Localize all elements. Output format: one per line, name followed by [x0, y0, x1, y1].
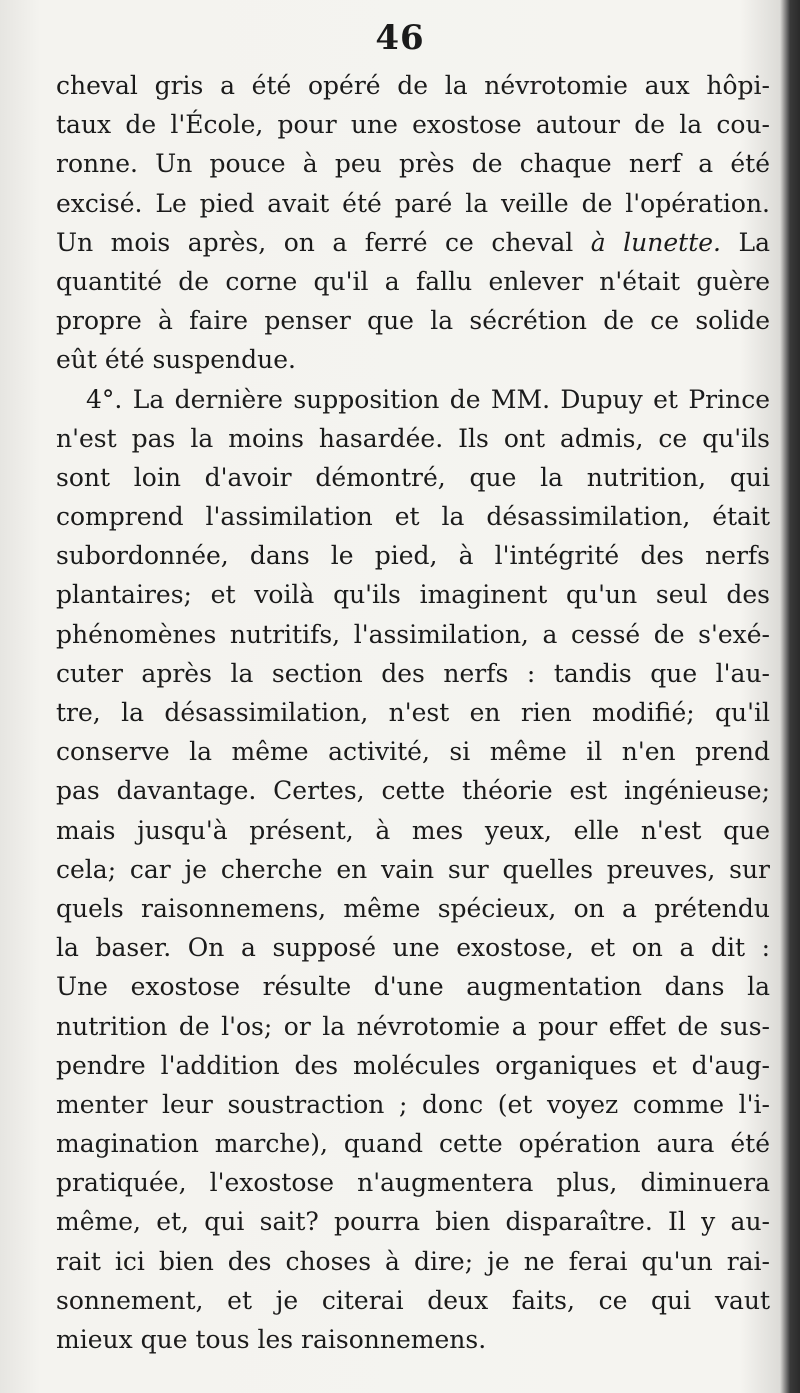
- text-line: 4°. La dernière supposition de MM. Dupuy et Prince: [86, 384, 770, 414]
- text-line: phénomènes nutritifs, l'assimilation, a cessé de s'exé-: [56, 619, 770, 649]
- text-line: propre à faire penser que la sécrétion de ce solide: [56, 306, 770, 336]
- text-line: quantité de corne qu'il a fallu enlever n'était guère: [56, 266, 770, 296]
- italic-term: à lunette.: [590, 227, 721, 257]
- text-line: pas davantage. Certes, cette théorie est ingénieuse;: [56, 776, 770, 806]
- text-line: mieux que tous les raisonnemens.: [56, 1325, 487, 1354]
- page-number: 46: [375, 18, 425, 58]
- text-line: magination marche), quand cette opération aura été: [56, 1129, 770, 1159]
- text-segment: La: [721, 227, 770, 257]
- text-line: mais jusqu'à présent, à mes yeux, elle n'est que: [56, 815, 770, 845]
- text-segment: Un mois après, on a ferré ce cheval: [56, 227, 591, 257]
- text-line: plantaires; et voilà qu'ils imaginent qu'un seul des: [56, 580, 770, 610]
- text-line: sont loin d'avoir démontré, que la nutrition, qui: [56, 462, 770, 492]
- text-line: pratiquée, l'exostose n'augmentera plus, diminuera: [56, 1168, 770, 1198]
- text-line: subordonnée, dans le pied, à l'intégrité des nerfs: [56, 541, 770, 571]
- text-line: eût été suspendue.: [56, 345, 296, 375]
- text-line: excisé. Le pied avait été paré la veille de l'opération.: [56, 188, 770, 218]
- text-line: conserve la même activité, si même il n'en prend: [56, 737, 770, 767]
- text-line: Une exostose résulte d'une augmentation dans la: [56, 972, 770, 1002]
- text-line: rait ici bien des choses à dire; je ne ferai qu'un rai-: [56, 1246, 770, 1276]
- text-line: cheval gris a été opéré de la névrotomie aux hôpi-: [56, 71, 770, 100]
- text-line: cela; car je cherche en vain sur quelles preuves, sur: [56, 854, 770, 884]
- text-line: n'est pas la moins hasardée. Ils ont admis, ce qu'ils: [56, 423, 770, 453]
- text-line: sonnement, et je citerai deux faits, ce qui vaut: [56, 1285, 770, 1315]
- text-line: taux de l'École, pour une exostose autour de la cou-: [56, 110, 770, 140]
- text-line: tre, la désassimilation, n'est en rien modifié; qu'il: [56, 698, 770, 727]
- text-line: la baser. On a supposé une exostose, et on a dit :: [56, 933, 770, 963]
- text-line: comprend l'assimilation et la désassimilation, était: [56, 502, 770, 532]
- text-line: même, et, qui sait? pourra bien disparaître. Il y au-: [56, 1207, 770, 1237]
- body-text: [56, 66, 770, 1359]
- text-line: nutrition de l'os; or la névrotomie a pour effet de sus-: [56, 1011, 770, 1041]
- text-line: ronne. Un pouce à peu près de chaque nerf a été: [56, 149, 770, 179]
- text-line: menter leur soustraction ; donc (et voyez comme l'i-: [56, 1089, 770, 1119]
- text-line: cuter après la section des nerfs : tandis que l'au-: [56, 658, 770, 688]
- text-line: pendre l'addition des molécules organiques et d'aug-: [56, 1050, 770, 1080]
- text-line: [56, 223, 770, 262]
- text-line: quels raisonnemens, même spécieux, on a prétendu: [56, 893, 770, 923]
